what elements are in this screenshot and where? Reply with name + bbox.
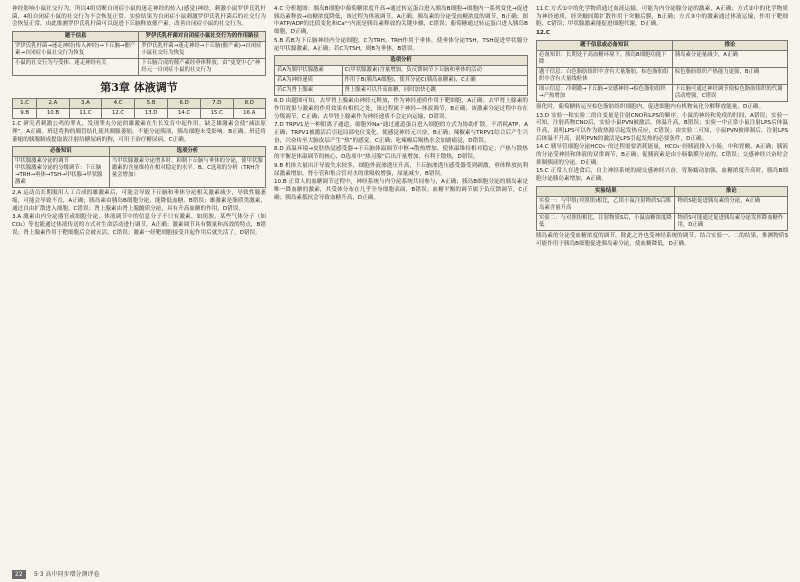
brand-label: 5·3 高中同步增分测评卷 bbox=[34, 571, 100, 578]
answer-key-table bbox=[12, 98, 266, 119]
table-cell: 小鼠的社交行为与受体、迷走神经有关 bbox=[13, 59, 139, 76]
table-header: 推论 bbox=[675, 186, 788, 196]
table-cell: 作用于B(胰岛A细胞)，使其分泌C(胰高血糖素)，C正确 bbox=[342, 76, 527, 86]
answer-q10: 10.B 正常人的血糖调节过程中，神经系统与内分泌系统共同参与，A正确；胰岛B细胞分泌的胰岛素是唯一降血糖的激素，其受体分布在几乎全身细胞表面，B错误；血糖平衡的调节属于负反馈调节，C正确；胰岛素抵抗会导致血糖升高，D正确。 bbox=[274, 179, 528, 201]
answer-cell: 4.C bbox=[102, 99, 135, 109]
answer-cell: 1.C bbox=[13, 99, 37, 109]
table-cell: 图示信息：冷刺激→下丘脑→交感神经→棕色脂肪组织→产热增加 bbox=[537, 84, 673, 101]
answer-q9: 9.B 机体大量出汗导致失水较多，细胞外液渗透压升高，下丘脑渗透压感受器受到刺激，垂体释放抗利尿激素增加，肾小管和集合管对水的重吸收增强，尿量减少，B错误。 bbox=[274, 162, 528, 177]
answer-q14: 14.C 胰导管细胞分泌HCO₃⁻的过程需要消耗能量，HCO₃⁻经胰液排入小肠，中和胃酸，A正确；胰液的分泌受神经和体液的双重调节，B正确；促胰液素是由小肠黏膜分泌的，C错误；交感神经兴奋时会抑制胰液的分泌，D正确。 bbox=[536, 144, 788, 166]
table-row bbox=[13, 59, 266, 76]
table-cell: 必备知识：长期处于高血糖环境下，胰岛B细胞功能下降 bbox=[537, 50, 673, 67]
table-cell: 下丘脑合成的催产素经垂体释放，由“更宽中心”神经元一自闭症小鼠的社交行为 bbox=[139, 59, 266, 76]
column-left bbox=[12, 6, 266, 238]
column-right bbox=[536, 6, 788, 249]
table-social-behavior bbox=[12, 31, 266, 76]
answer-q12-tail: 强化时，葡萄糖转运至棕色脂肪组织细胞内，促进细胞内有机物氧化分解释放能量，D正确。 bbox=[536, 103, 765, 110]
table-option-analysis bbox=[274, 55, 528, 96]
table-header: 实验结果 bbox=[537, 186, 675, 196]
table-row bbox=[13, 99, 266, 109]
table-cell: 物质S可能通过促进胰岛素分泌发挥降血糖作用，D正确 bbox=[675, 213, 788, 230]
answer-cell: 3.A bbox=[69, 99, 102, 109]
table-cell: 实验二：与对照组相比，注射物质S后，小鼠血糖浓度降低 bbox=[537, 213, 675, 230]
answer-q2: 2.A 运动员长期服用人工合成的雄激素后，可能会导致下丘脑和垂体分泌相关激素减少，导致性腺萎缩，可能会导致不育，A正确；胰岛素由胰岛B细胞分泌，能降低血糖，B错误；雄激素是脂质类激素，通过自由扩散进入细胞，C错误；肾上腺素由肾上腺髓质分泌，具有升高血糖的作用，D错误。 bbox=[12, 190, 266, 212]
table-header: 题干信息或必备知识 bbox=[537, 40, 673, 50]
table-cell: C(甲状腺激素)含量增加，负反馈调节下丘脑和垂体的活动 bbox=[342, 66, 527, 76]
table-cell: 罗伊氏乳杆菌→迷走神经(传入神经)→下丘脑→催产素→自闭症小鼠社交行为恢复 bbox=[13, 42, 139, 59]
table-thyroid bbox=[12, 146, 266, 188]
table-q15 bbox=[536, 186, 788, 231]
answer-cell: 9.B bbox=[13, 109, 37, 119]
answer-q15-tail: 胰岛素的分泌受血糖浓度的调节，除此之外也受神经系统的调节，结合实验一、二的结果，推测物质S可能作用于胰岛B细胞促进胰岛素分泌，使血糖降低，D正确。 bbox=[536, 232, 788, 247]
chapter-title: 第3章 体液调节 bbox=[100, 81, 178, 95]
table-cell: 若C为肾上腺素 bbox=[275, 86, 343, 96]
table-header: 选项分析 bbox=[109, 147, 265, 157]
column-middle bbox=[274, 6, 528, 203]
para-intro: 神经影响小鼠社交行为，所以4组切断自闭症小鼠的迷走神经的传入(感觉)神经，刺激小鼠罗伊氏乳杆菌，4组自闭症小鼠的社交行为不会恢复正常。实验结果为自闭症小鼠刺激罗伊氏乳杆菌后的社交行为会恢复正常，由此推测罗伊氏乳杆菌可以促进下丘脑释放催产素，改善自闭症小鼠的社交行为。 bbox=[12, 6, 266, 28]
table-cell: 罗伊氏乳杆菌→迷走神经→下丘脑(催产素)→自闭症小鼠社交行为恢复 bbox=[139, 42, 266, 59]
answer-cell: 5.B bbox=[134, 99, 168, 109]
table-header: 推论 bbox=[672, 40, 787, 50]
page-footer bbox=[0, 568, 800, 582]
table-row bbox=[537, 196, 788, 213]
table-cell: 当甲状腺激素分泌增多时，抑制下丘脑与垂体的分泌，使甲状腺激素的含量维持在相对稳定的水平。B、C选项的分析（TRH含量会增加） bbox=[109, 157, 265, 188]
table-q12 bbox=[536, 40, 788, 102]
table-cell bbox=[13, 157, 110, 188]
table-header: 罗伊氏乳杆菌对自闭症小鼠社交行为的作用路径 bbox=[139, 32, 266, 42]
answer-q7: 7.D TRPV1是一种阳离子通道，细胞外Na⁺通过通道蛋白进入细胞的方式为协助扩散，不消耗ATP，A正确；TRPV1被激活后引起局部电位变化，使感觉神经元兴奋，B正确；辣椒素与TRPV1结合后产生兴奋，兴奋传至大脑皮层产生“热”的感觉，C正确；吃辣椒后喝热水会加剧痛觉，D错误。 bbox=[274, 122, 528, 144]
table-header: 必备知识 bbox=[13, 147, 110, 157]
answer-q11: 11.C 方式①中的化学物质通过血液运输，可能为内分泌腺分泌的激素，A正确；方式②中的化学物质为神经递质，经突触间隙扩散作用于突触后膜，B正确；方式③中的激素通过体液运输，作用于靶细胞，C错误；甲状腺激素能促进细胞代谢，D正确。 bbox=[536, 6, 788, 28]
answer-q1: 1.C 研究者刺激公鸡的睾丸，发现睾丸分泌的雄激素在生长发育中起作用。缺乏雄激素会使“减法原理”。A正确。班廷将狗的胰管结扎使其胰腺萎缩，不能分泌胰液，胰岛细胞未受影响。B正确。班廷将萎缩的胰腺制成提取液注射给糖尿病的狗，可用于治疗糖尿病，C正确。 bbox=[12, 121, 266, 143]
answer-q13: 13.D 实验一和实验二的自变量是注射CNO和LPS的顺序，小鼠的神经和免疫的时间，A错误；实验一可知，注射药物CNO后，实验小鼠PVN被激活，体温升高，B错误；实验一中正常小鼠注射LPS后体温升高，说明LPS可以作为致热源引起发热反应，C错误；由实验二可知，小鼠PVN被抑制后，注射LPS后体温不升高，说明PVN的激活是LPS引起发热的必要条件，D正确。 bbox=[536, 112, 788, 142]
answer-cell: 6.D bbox=[168, 99, 201, 109]
answer-cell: 15.C bbox=[200, 109, 233, 119]
answer-cell: 10.B bbox=[37, 109, 69, 119]
answer-cell: 7.D bbox=[200, 99, 233, 109]
table-row bbox=[537, 67, 788, 84]
table-row bbox=[13, 157, 266, 188]
diagram-note: 甲状腺激素分泌的分级调节：下丘脑→TRH→垂体→TSH→甲状腺→甲状腺激素 bbox=[15, 165, 103, 186]
answer-cell: 13.D bbox=[134, 109, 168, 119]
table-cell: 题干信息：白色脂肪组织中含有大量脂肪，棕色脂肪组织中含有大量线粒体 bbox=[537, 67, 673, 84]
answer-cell: 2.A bbox=[37, 99, 69, 109]
table-cell: 若A为神经递质 bbox=[275, 76, 343, 86]
table-cell: 下丘脑可通过神经调节使棕色脂肪组织的代谢活动增强，C错误 bbox=[672, 84, 787, 101]
table-cell: 胰岛素分泌量减少，A正确 bbox=[672, 50, 787, 67]
table-row bbox=[537, 50, 788, 67]
answer-q3: 3.A 激素由内分泌器官或细胞分泌，体液调节中的信息分子不只有激素，如组胺、某些气体分子（如CO₂）等也能通过体液传送的方式对生命活动进行调节，A正确；激素调节具有微量和高效的特点，B错误；肾上腺素作用于靶细胞后会被灭活，C错误；激素一经靶细胞接受并起作用后就失活了，D错误。 bbox=[12, 214, 266, 236]
answer-q15: 15.C 正常人在进食后，自主神经系统的副交感神经兴奋，胃肠蠕动加强，血糖浓度升高时，胰岛B细胞分泌胰岛素增加，A正确。 bbox=[536, 168, 788, 183]
table-row bbox=[13, 109, 266, 119]
table-row bbox=[13, 42, 266, 59]
table-row bbox=[537, 213, 788, 230]
table-row bbox=[275, 76, 528, 86]
table-row bbox=[275, 86, 528, 96]
answer-q6: 6.D 由题图可知，去甲肾上腺素由神经元释放，作为神经递质作用于靶细胞，A正确；去甲肾上腺素的作用效果与激素的作用效果有相似之处，该过程属于神经—体液调节，B正确；该激素分泌过程中存在分级调节，C正确；去甲肾上腺素作为神经递质不会定向运输，D错误。 bbox=[274, 98, 528, 120]
table-cell: 若A为胰甲状腺激素 bbox=[275, 66, 343, 76]
answer-q8: 8.D 高温环境→皮肤热觉感受器→下丘脑体温调节中枢→散热增加，使体温维持相对稳定；产热与散热的平衡是体温调节的核心，D选项中“热习服”后出汗量增加，有利于散热，D错误。 bbox=[274, 146, 528, 161]
answer-q5: 5.B 若B为下丘脑神经内分泌细胞，C为TRH，TRH作用于垂体，使垂体分泌TSH，TSH促进甲状腺分泌甲状腺激素，A正确；若C为TSH，则B为垂体，B错误。 bbox=[274, 37, 528, 52]
table-row bbox=[537, 84, 788, 101]
answer-cell: 16.A bbox=[233, 109, 265, 119]
page-number: 22 bbox=[12, 570, 26, 579]
table-cell: 肾上腺素可以升高血糖，同时加快心跳 bbox=[342, 86, 527, 96]
answer-cell: 11.C bbox=[69, 109, 102, 119]
diagram-title: 甲状腺激素分泌的调节 bbox=[15, 158, 69, 165]
answer-q12-title: 12.C bbox=[536, 30, 551, 37]
table-cell: 物质S能促进胰岛素的分泌，A正确 bbox=[675, 196, 788, 213]
table-cell: 棕色脂肪组织产热能力更强，B正确 bbox=[672, 67, 787, 84]
table-row bbox=[275, 66, 528, 76]
answer-cell: 8.D bbox=[233, 99, 265, 109]
answer-q4: 4.C 分析题图：胰岛B细胞中葡萄糖浓度升高→通过转运蛋白进入胰岛B细胞→细胞内一系列变化→促进胰岛素释放→血糖浓度降低，该过程为体液调节，A正确；胰岛素的分泌受血糖浓度的调节，B正确；图中ATP/ADP的比值变化和Ca²⁺内流是胰岛素释放的关键步骤，C错误；葡萄糖通过转运蛋白进入胰岛B细胞，D正确。 bbox=[274, 6, 528, 36]
answer-cell: 14.C bbox=[168, 109, 201, 119]
answer-cell: 12.C bbox=[102, 109, 135, 119]
table-cell: 实验一：与甲组(对照组)相比，乙组小鼠注射物质S后胰岛素含量升高 bbox=[537, 196, 675, 213]
table-header: 题干信息 bbox=[13, 32, 139, 42]
table-header: 选项分析 bbox=[275, 56, 528, 66]
